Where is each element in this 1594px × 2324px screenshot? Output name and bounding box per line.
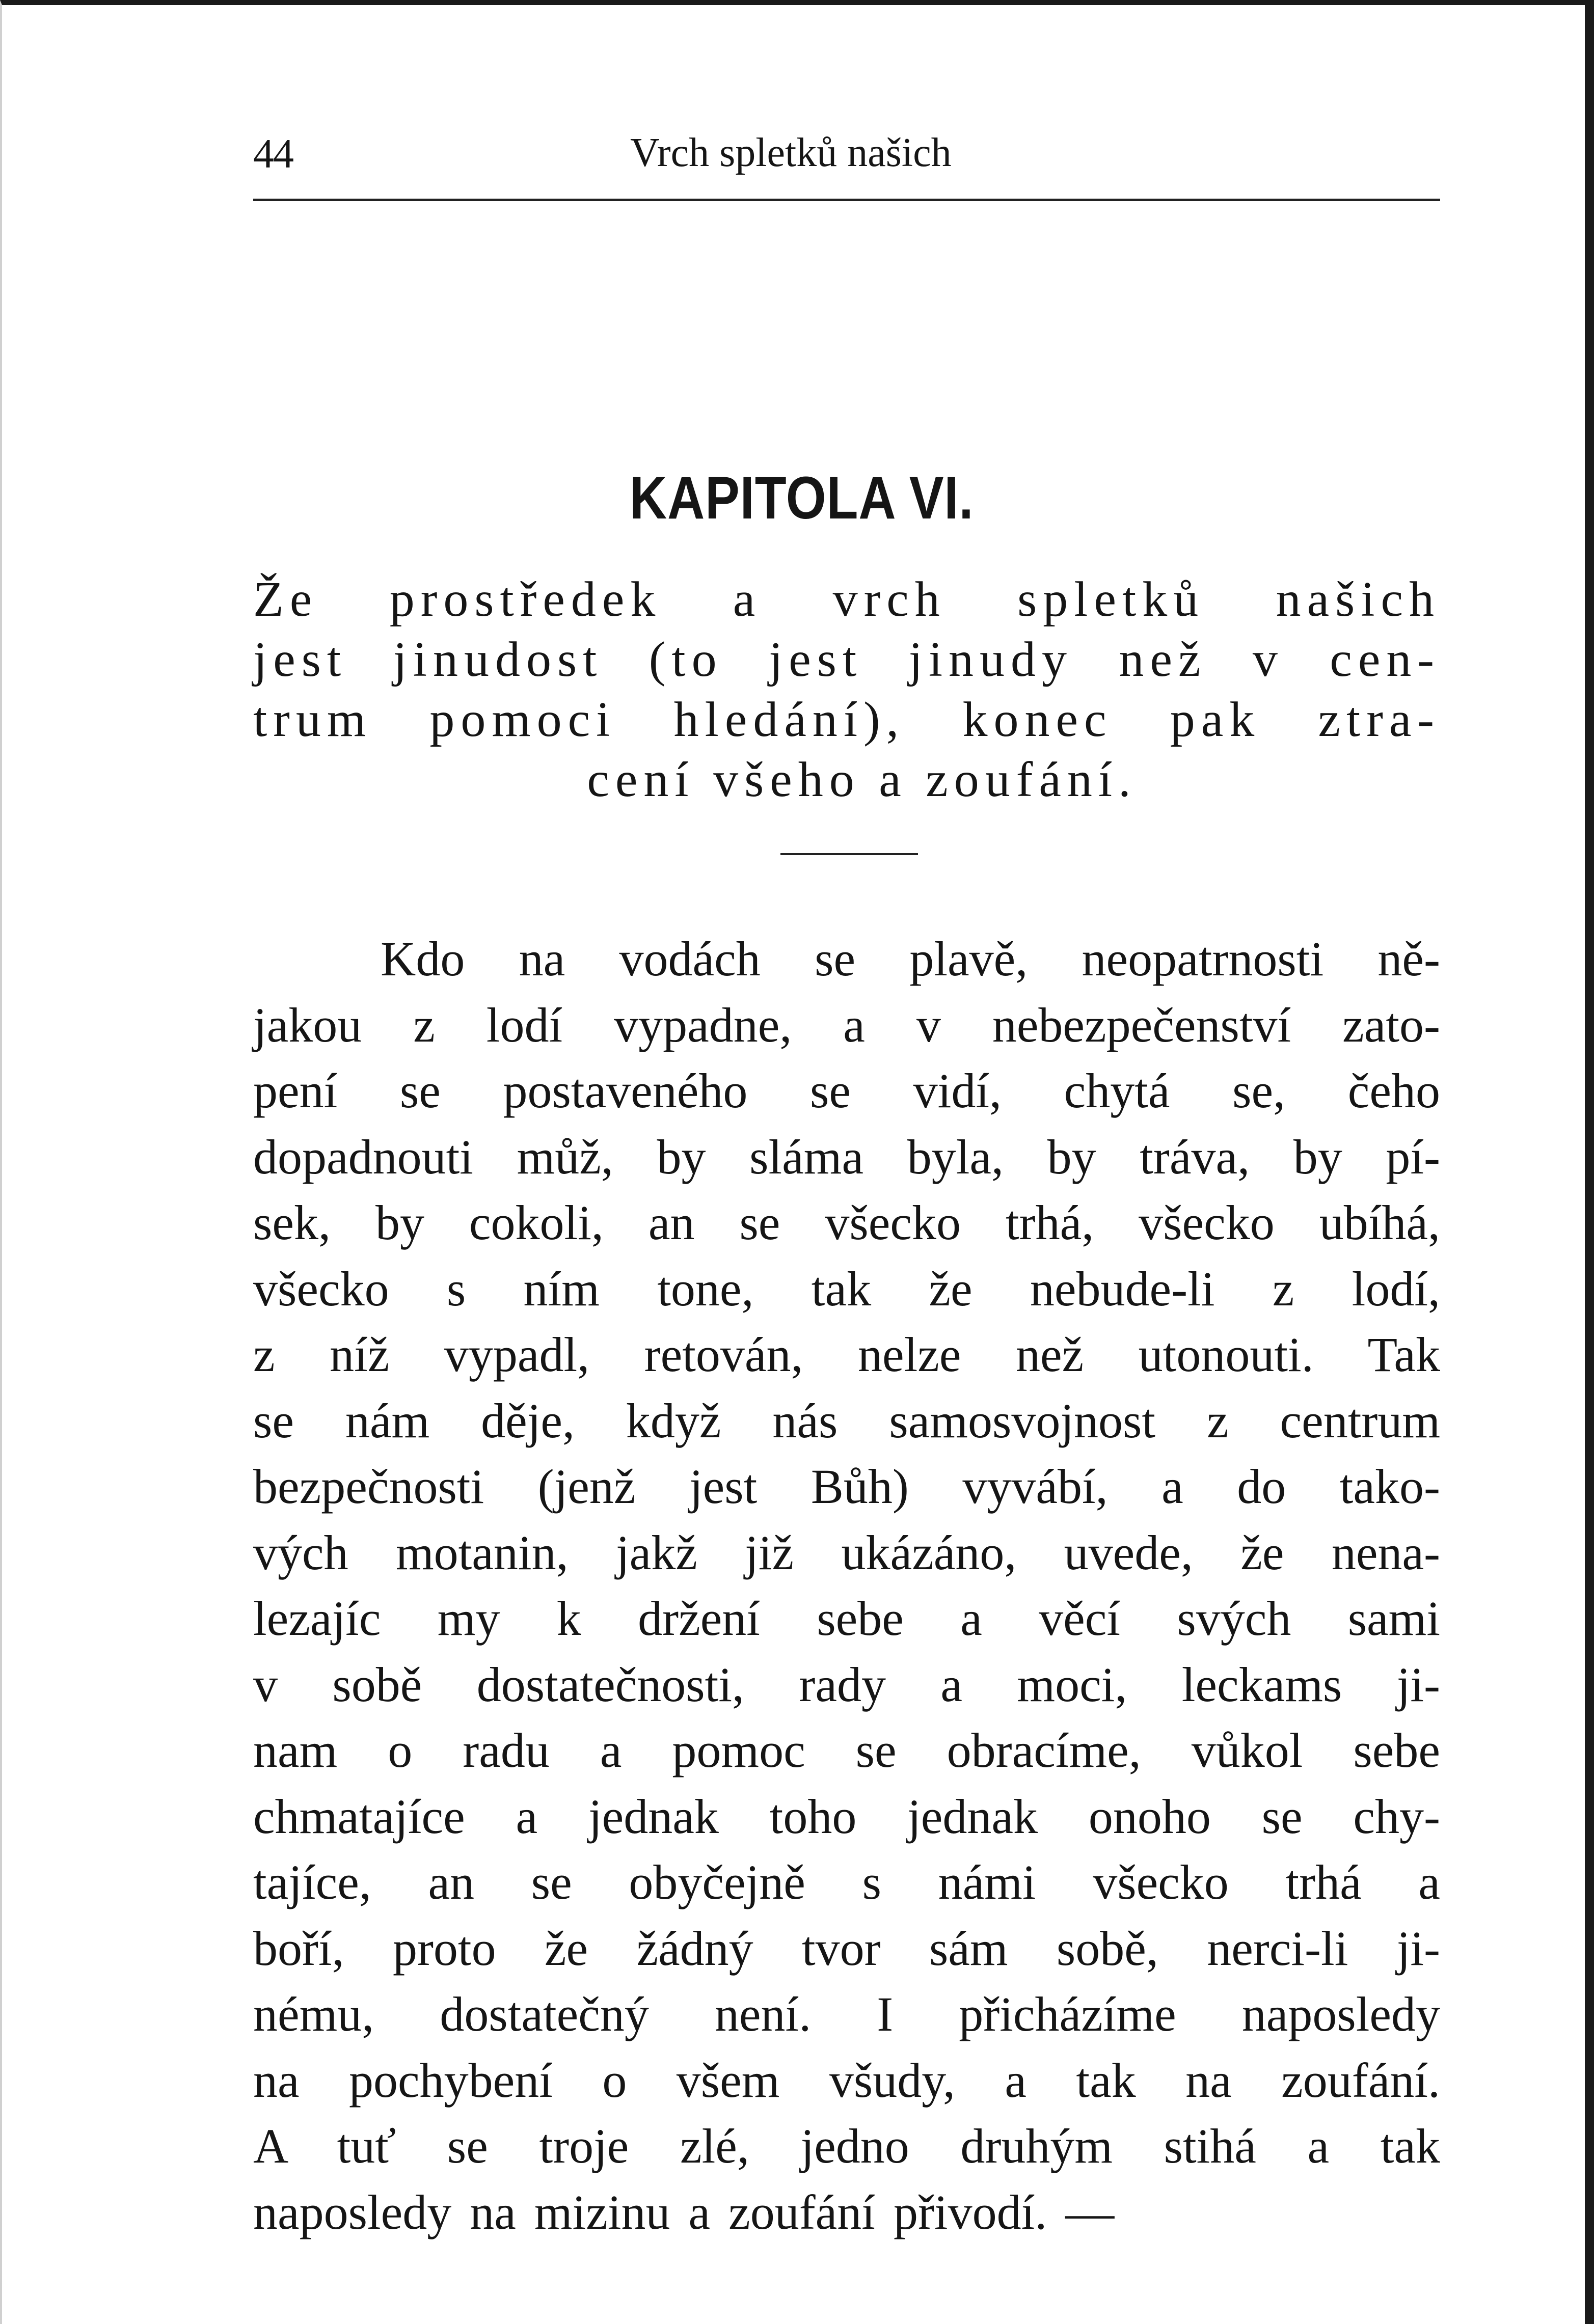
text-line: bezpečnosti (jenž jest Bůh) vyvábí, a do tako- xyxy=(253,1459,1440,1514)
text-line: z níž vypadl, retován, nelze než utonouti. Tak xyxy=(253,1327,1440,1382)
text-line: jakou z lodí vypadne, a v nebezpečenství zato- xyxy=(253,997,1440,1052)
text-line: vých motanin, jakž již ukázáno, uvede, že nena- xyxy=(253,1525,1440,1580)
summary-line: jest jinudost (to jest jinudy než v cen- xyxy=(253,632,1440,687)
separator-rule xyxy=(780,853,918,855)
text-line: naposledy na mizinu a zoufání přivodí. — xyxy=(253,2184,1115,2239)
text-line: pení se postaveného se vidí, chytá se, čeho xyxy=(253,1063,1440,1118)
text-line: lezajíc my k držení sebe a věcí svých sami xyxy=(253,1591,1440,1646)
body-paragraph xyxy=(253,926,1440,2245)
text-line: sek, by cokoli, an se všecko trhá, všecko ubíhá, xyxy=(253,1195,1440,1250)
text-line: A tuť se troje zlé, jedno druhým stihá a tak xyxy=(253,2119,1440,2173)
text-line: boří, proto že žádný tvor sám sobě, nerci-li ji- xyxy=(253,1921,1440,1976)
text-line: se nám děje, když nás samosvojnost z centrum xyxy=(253,1393,1440,1448)
summary-line: trum pomoci hledání), konec pak ztra- xyxy=(253,692,1440,747)
summary-line: cení všeho a zoufání. xyxy=(587,752,1137,807)
page-number: 44 xyxy=(253,130,293,177)
chapter-title: KAPITOLA VI. xyxy=(629,464,974,532)
text-line: tajíce, an se obyčejně s námi všecko trhá a xyxy=(253,1855,1440,1909)
text-line: dopadnouti můž, by sláma byla, by tráva, by pí- xyxy=(253,1129,1440,1184)
text-line: všecko s ním tone, tak že nebude-li z lodí, xyxy=(253,1261,1440,1316)
text-line: v sobě dostatečnosti, rady a moci, leckams ji- xyxy=(253,1657,1440,1712)
summary-line: Že prostředek a vrch spletků našich xyxy=(253,572,1440,627)
page-header xyxy=(253,130,1440,186)
text-line: chmatajíce a jednak toho jednak onoho se chy- xyxy=(253,1789,1440,1844)
running-head: Vrch spletků našich xyxy=(630,130,952,175)
text-line: na pochybení o všem všudy, a tak na zoufání. xyxy=(253,2053,1440,2108)
text-line: nému, dostatečný není. I přicházíme naposledy xyxy=(253,1987,1440,2041)
text-line: Kdo na vodách se plavě, neopatrnosti ně- xyxy=(381,932,1440,986)
text-line: nam o radu a pomoc se obracíme, vůkol sebe xyxy=(253,1723,1440,1778)
header-rule xyxy=(253,199,1440,201)
chapter-summary xyxy=(253,569,1440,810)
